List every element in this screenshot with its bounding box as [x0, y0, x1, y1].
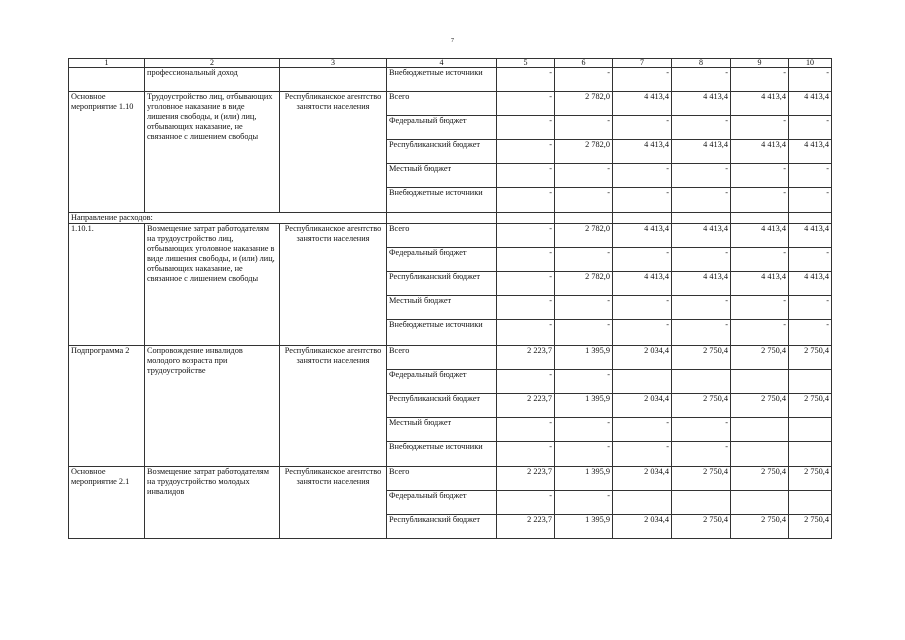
- header-cell: 8: [672, 59, 731, 68]
- funding-source: Внебюджетные источники: [387, 442, 497, 467]
- amount-cell: -: [497, 92, 555, 116]
- amount-cell: -: [731, 164, 789, 188]
- amount-cell: -: [789, 164, 832, 188]
- amount-cell: [789, 442, 832, 467]
- amount-cell: -: [613, 164, 672, 188]
- amount-cell: 1 395,9: [555, 515, 613, 539]
- amount-cell: [731, 442, 789, 467]
- amount-cell: -: [555, 491, 613, 515]
- amount-cell: -: [497, 116, 555, 140]
- amount-cell: -: [731, 320, 789, 346]
- amount-cell: -: [555, 248, 613, 272]
- amount-cell: 2 034,4: [613, 467, 672, 491]
- table-row: [69, 92, 832, 116]
- amount-cell: 2 750,4: [672, 346, 731, 370]
- table-body: [69, 59, 832, 539]
- amount-cell: 2 750,4: [672, 515, 731, 539]
- table-row: [69, 224, 832, 248]
- amount-cell: -: [613, 188, 672, 213]
- amount-cell: 2 750,4: [789, 346, 832, 370]
- amount-cell: -: [613, 116, 672, 140]
- funding-source: Республиканский бюджет: [387, 394, 497, 418]
- amount-cell: -: [613, 418, 672, 442]
- amount-cell: 1 395,9: [555, 346, 613, 370]
- funding-source: Федеральный бюджет: [387, 116, 497, 140]
- header-cell: 1: [69, 59, 145, 68]
- amount-cell: [789, 491, 832, 515]
- amount-cell: [613, 370, 672, 394]
- table-row: [69, 68, 832, 92]
- amount-cell: -: [672, 68, 731, 92]
- amount-cell: -: [672, 320, 731, 346]
- amount-cell: [731, 491, 789, 515]
- activity-code: [69, 68, 145, 92]
- amount-cell: 2 223,7: [497, 394, 555, 418]
- header-cell: 6: [555, 59, 613, 68]
- funding-source: Внебюджетные источники: [387, 188, 497, 213]
- amount-cell: 4 413,4: [731, 224, 789, 248]
- amount-cell: 2 750,4: [789, 394, 832, 418]
- amount-cell: [731, 370, 789, 394]
- funding-source: Федеральный бюджет: [387, 248, 497, 272]
- amount-cell: 2 223,7: [497, 467, 555, 491]
- amount-cell: 4 413,4: [672, 140, 731, 164]
- empty-cell: [555, 213, 613, 224]
- empty-cell: [387, 213, 497, 224]
- amount-cell: -: [672, 418, 731, 442]
- amount-cell: -: [497, 370, 555, 394]
- amount-cell: -: [613, 248, 672, 272]
- responsible-executor: [280, 68, 387, 92]
- amount-cell: 4 413,4: [613, 140, 672, 164]
- amount-cell: -: [672, 164, 731, 188]
- amount-cell: -: [497, 224, 555, 248]
- amount-cell: -: [555, 442, 613, 467]
- amount-cell: -: [789, 188, 832, 213]
- amount-cell: -: [555, 418, 613, 442]
- empty-cell: [672, 213, 731, 224]
- responsible-executor: Республиканское агентство занятости населения: [280, 346, 387, 467]
- activity-name: Возмещение затрат работодателям на трудоустройство лиц, отбывающих уголовное наказание в виде лишения свободы, и (или) лиц, отбывающих наказание, не связанное с лишением свободы: [145, 224, 280, 346]
- empty-cell: [789, 213, 832, 224]
- amount-cell: -: [497, 68, 555, 92]
- amount-cell: -: [731, 248, 789, 272]
- funding-source: Республиканский бюджет: [387, 515, 497, 539]
- amount-cell: [789, 370, 832, 394]
- amount-cell: -: [555, 370, 613, 394]
- funding-source: Всего: [387, 346, 497, 370]
- budget-table: [68, 58, 832, 539]
- amount-cell: 2 750,4: [731, 394, 789, 418]
- amount-cell: 2 750,4: [731, 467, 789, 491]
- header-cell: 2: [145, 59, 280, 68]
- amount-cell: 4 413,4: [672, 272, 731, 296]
- amount-cell: -: [497, 320, 555, 346]
- amount-cell: 2 750,4: [672, 394, 731, 418]
- amount-cell: -: [497, 140, 555, 164]
- amount-cell: [789, 418, 832, 442]
- activity-name: Сопровождение инвалидов молодого возраста при трудоустройстве: [145, 346, 280, 467]
- amount-cell: [613, 491, 672, 515]
- amount-cell: 2 034,4: [613, 394, 672, 418]
- header-cell: 4: [387, 59, 497, 68]
- amount-cell: -: [789, 68, 832, 92]
- amount-cell: 2 782,0: [555, 140, 613, 164]
- amount-cell: -: [497, 272, 555, 296]
- page-number: 7: [451, 38, 454, 44]
- amount-cell: 2 750,4: [789, 515, 832, 539]
- activity-code: Основное мероприятие 1.10: [69, 92, 145, 213]
- amount-cell: -: [497, 248, 555, 272]
- funding-source: Федеральный бюджет: [387, 370, 497, 394]
- amount-cell: 2 782,0: [555, 224, 613, 248]
- amount-cell: [672, 370, 731, 394]
- amount-cell: 1 395,9: [555, 467, 613, 491]
- amount-cell: 2 750,4: [731, 346, 789, 370]
- amount-cell: -: [613, 296, 672, 320]
- amount-cell: -: [555, 296, 613, 320]
- amount-cell: 2 782,0: [555, 272, 613, 296]
- amount-cell: 4 413,4: [672, 92, 731, 116]
- empty-cell: [613, 213, 672, 224]
- amount-cell: 2 034,4: [613, 346, 672, 370]
- amount-cell: -: [672, 188, 731, 213]
- amount-cell: -: [672, 116, 731, 140]
- amount-cell: [731, 418, 789, 442]
- header-cell: 5: [497, 59, 555, 68]
- funding-source: Республиканский бюджет: [387, 140, 497, 164]
- amount-cell: 4 413,4: [789, 140, 832, 164]
- funding-source: Всего: [387, 92, 497, 116]
- amount-cell: -: [672, 248, 731, 272]
- funding-source: Местный бюджет: [387, 164, 497, 188]
- amount-cell: 1 395,9: [555, 394, 613, 418]
- amount-cell: -: [555, 188, 613, 213]
- amount-cell: [672, 491, 731, 515]
- funding-source: Внебюджетные источники: [387, 320, 497, 346]
- amount-cell: -: [789, 248, 832, 272]
- empty-cell: [497, 213, 555, 224]
- amount-cell: 2 750,4: [731, 515, 789, 539]
- amount-cell: 2 223,7: [497, 346, 555, 370]
- table-row: [69, 467, 832, 491]
- funding-source: Республиканский бюджет: [387, 272, 497, 296]
- header-row: [69, 59, 832, 68]
- funding-source: Всего: [387, 467, 497, 491]
- header-cell: 10: [789, 59, 832, 68]
- amount-cell: -: [789, 320, 832, 346]
- amount-cell: -: [497, 442, 555, 467]
- responsible-executor: Республиканское агентство занятости населения: [280, 467, 387, 539]
- amount-cell: 2 223,7: [497, 515, 555, 539]
- activity-code: Основное мероприятие 2.1: [69, 467, 145, 539]
- funding-source: Федеральный бюджет: [387, 491, 497, 515]
- responsible-executor: Республиканское агентство занятости населения: [280, 92, 387, 213]
- amount-cell: 4 413,4: [789, 92, 832, 116]
- amount-cell: -: [497, 164, 555, 188]
- amount-cell: -: [497, 418, 555, 442]
- amount-cell: 2 782,0: [555, 92, 613, 116]
- activity-name: Возмещение затрат работодателям на трудоустройство молодых инвалидов: [145, 467, 280, 539]
- funding-source: Местный бюджет: [387, 418, 497, 442]
- header-cell: 7: [613, 59, 672, 68]
- empty-cell: [731, 213, 789, 224]
- amount-cell: -: [555, 320, 613, 346]
- activity-name: профессиональный доход: [145, 68, 280, 92]
- amount-cell: -: [672, 296, 731, 320]
- activity-code: Подпрограмма 2: [69, 346, 145, 467]
- amount-cell: -: [789, 296, 832, 320]
- funding-source: Всего: [387, 224, 497, 248]
- amount-cell: 4 413,4: [731, 92, 789, 116]
- amount-cell: 4 413,4: [731, 140, 789, 164]
- responsible-executor: Республиканское агентство занятости населения: [280, 224, 387, 346]
- amount-cell: 2 750,4: [789, 467, 832, 491]
- amount-cell: -: [789, 116, 832, 140]
- activity-code: 1.10.1.: [69, 224, 145, 346]
- amount-cell: 4 413,4: [789, 272, 832, 296]
- amount-cell: -: [731, 68, 789, 92]
- amount-cell: -: [497, 491, 555, 515]
- amount-cell: -: [731, 116, 789, 140]
- amount-cell: 2 750,4: [672, 467, 731, 491]
- amount-cell: -: [731, 296, 789, 320]
- amount-cell: -: [613, 320, 672, 346]
- direction-row: [69, 213, 832, 224]
- amount-cell: 4 413,4: [789, 224, 832, 248]
- amount-cell: -: [613, 442, 672, 467]
- amount-cell: 4 413,4: [613, 92, 672, 116]
- amount-cell: -: [555, 164, 613, 188]
- amount-cell: 4 413,4: [613, 224, 672, 248]
- amount-cell: -: [555, 68, 613, 92]
- funding-source: Местный бюджет: [387, 296, 497, 320]
- amount-cell: -: [731, 188, 789, 213]
- header-cell: 9: [731, 59, 789, 68]
- direction-label: Направление расходов:: [69, 213, 387, 224]
- header-cell: 3: [280, 59, 387, 68]
- amount-cell: 2 034,4: [613, 515, 672, 539]
- amount-cell: 4 413,4: [613, 272, 672, 296]
- amount-cell: 4 413,4: [731, 272, 789, 296]
- amount-cell: -: [497, 296, 555, 320]
- amount-cell: 4 413,4: [672, 224, 731, 248]
- amount-cell: -: [672, 442, 731, 467]
- amount-cell: -: [555, 116, 613, 140]
- amount-cell: -: [613, 68, 672, 92]
- amount-cell: -: [497, 188, 555, 213]
- table-row: [69, 346, 832, 370]
- activity-name: Трудоустройство лиц, отбывающих уголовное наказание в виде лишения свободы, и (или) лиц, отбывающих наказание, не связанное с лишением свободы: [145, 92, 280, 213]
- funding-source: Внебюджетные источники: [387, 68, 497, 92]
